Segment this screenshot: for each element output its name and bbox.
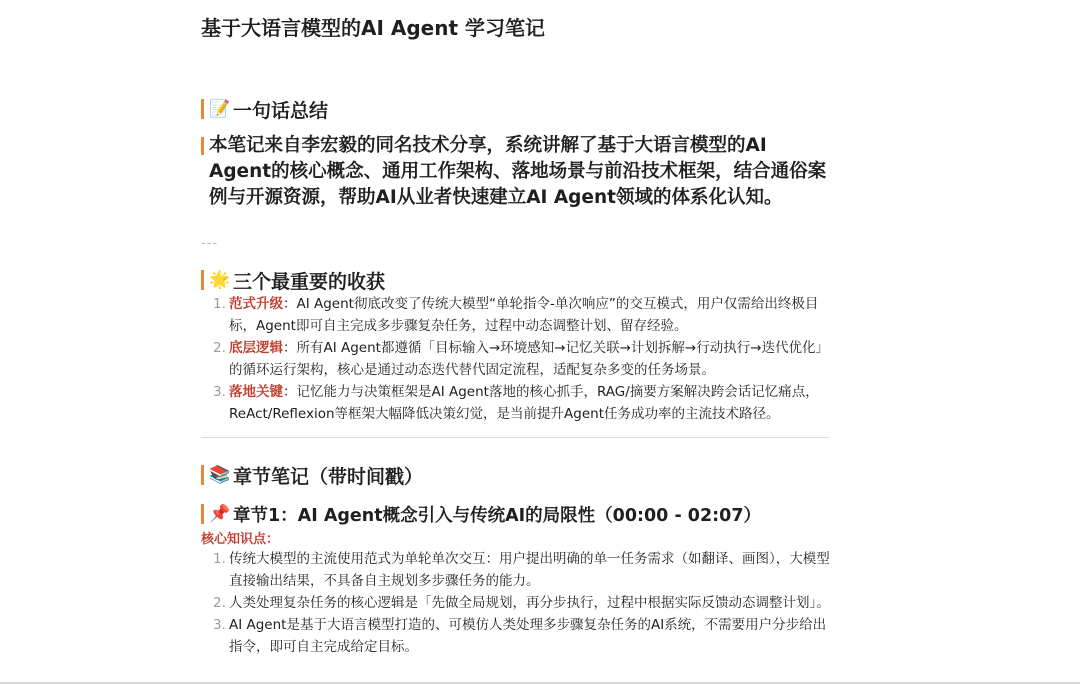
takeaway-text: ：AI Agent彻底改变了传统大模型“单轮指令-单次响应”的交互模式，用户仅需给出终极目标，Agent即可自主完成多步骤复杂任务，过程中动态调整计划、留存经验。	[229, 296, 819, 334]
chapter1-points-list	[213, 548, 831, 658]
summary-heading	[201, 96, 328, 122]
quote-accent-bar	[201, 137, 204, 155]
summary-text: 本笔记来自李宏毅的同名技术分享，系统讲解了基于大语言模型的AI Agent的核心概念、通用工作架构、落地场景与前沿技术框架，结合通俗案例与开源资源，帮助AI从业者快速建立AI Agent领域的体系化认知。	[209, 135, 827, 208]
horizontal-divider	[201, 437, 829, 438]
list-number: 2.	[213, 340, 226, 356]
chapter1-heading	[201, 502, 761, 526]
document-title: 基于大语言模型的AI Agent 学习笔记	[201, 16, 546, 40]
takeaways-heading-text: 三个最重要的收获	[233, 270, 386, 293]
point-text: 传统大模型的主流使用范式为单轮单次交互：用户提出明确的单一任务需求（如翻译、画图），大模型直接输出结果，不具备自主规划多步骤任务的能力。	[229, 551, 830, 589]
heading-accent-bar	[201, 465, 204, 485]
takeaways-list	[213, 293, 831, 425]
list-item	[213, 592, 831, 614]
summary-heading-text: 一句话总结	[233, 99, 329, 122]
list-item	[213, 293, 831, 337]
separator: ---	[201, 236, 219, 251]
heading-accent-bar	[201, 504, 204, 524]
takeaway-text: ：所有AI Agent都遵循「目标输入→环境感知→记忆关联→计划拆解→行动执行→迭代优化」的循环运行架构，核心是通过动态迭代替代固定流程，适配复杂多变的任务场景。	[229, 340, 830, 378]
takeaway-text: ：记忆能力与决策框架是AI Agent落地的核心抓手，RAG/摘要方案解决跨会话记忆痛点，ReAct/Reflexion等框架大幅降低决策幻觉，是当前提升Agent任务成功率的主流技术路径。	[229, 384, 819, 422]
memo-icon: 📝	[209, 99, 231, 119]
list-item	[213, 337, 831, 381]
heading-accent-bar	[201, 99, 204, 119]
books-icon: 📚	[209, 465, 231, 485]
pushpin-icon: 📌	[209, 504, 231, 524]
list-item	[213, 548, 831, 592]
list-item	[213, 381, 831, 425]
takeaway-keyword: 落地关键	[229, 384, 283, 400]
chapters-heading-text: 章节笔记（带时间戳）	[233, 465, 424, 488]
chapter1-heading-text: 章节1：AI Agent概念引入与传统AI的局限性（00:00 - 02:07）	[233, 505, 761, 526]
takeaway-keyword: 范式升级	[229, 296, 283, 312]
list-number: 1.	[213, 551, 226, 567]
list-number: 3.	[213, 384, 226, 400]
list-number: 2.	[213, 595, 226, 611]
point-text: AI Agent是基于大语言模型打造的、可模仿人类处理多步骤复杂任务的AI系统，不需要用户分步给出指令，即可自主完成给定目标。	[229, 617, 827, 655]
chapters-heading	[201, 462, 423, 488]
takeaway-keyword: 底层逻辑	[229, 340, 283, 356]
takeaways-heading	[201, 267, 385, 293]
list-number: 3.	[213, 617, 226, 633]
point-text: 人类处理复杂任务的核心逻辑是「先做全局规划，再分步执行，过程中根据实际反馈动态调整计划」。	[229, 595, 830, 611]
list-number: 1.	[213, 296, 226, 312]
heading-accent-bar	[201, 270, 204, 290]
core-points-label: 核心知识点：	[201, 532, 280, 547]
list-item	[213, 614, 831, 658]
star-icon: 🌟	[209, 270, 231, 290]
summary-quote	[201, 133, 831, 211]
